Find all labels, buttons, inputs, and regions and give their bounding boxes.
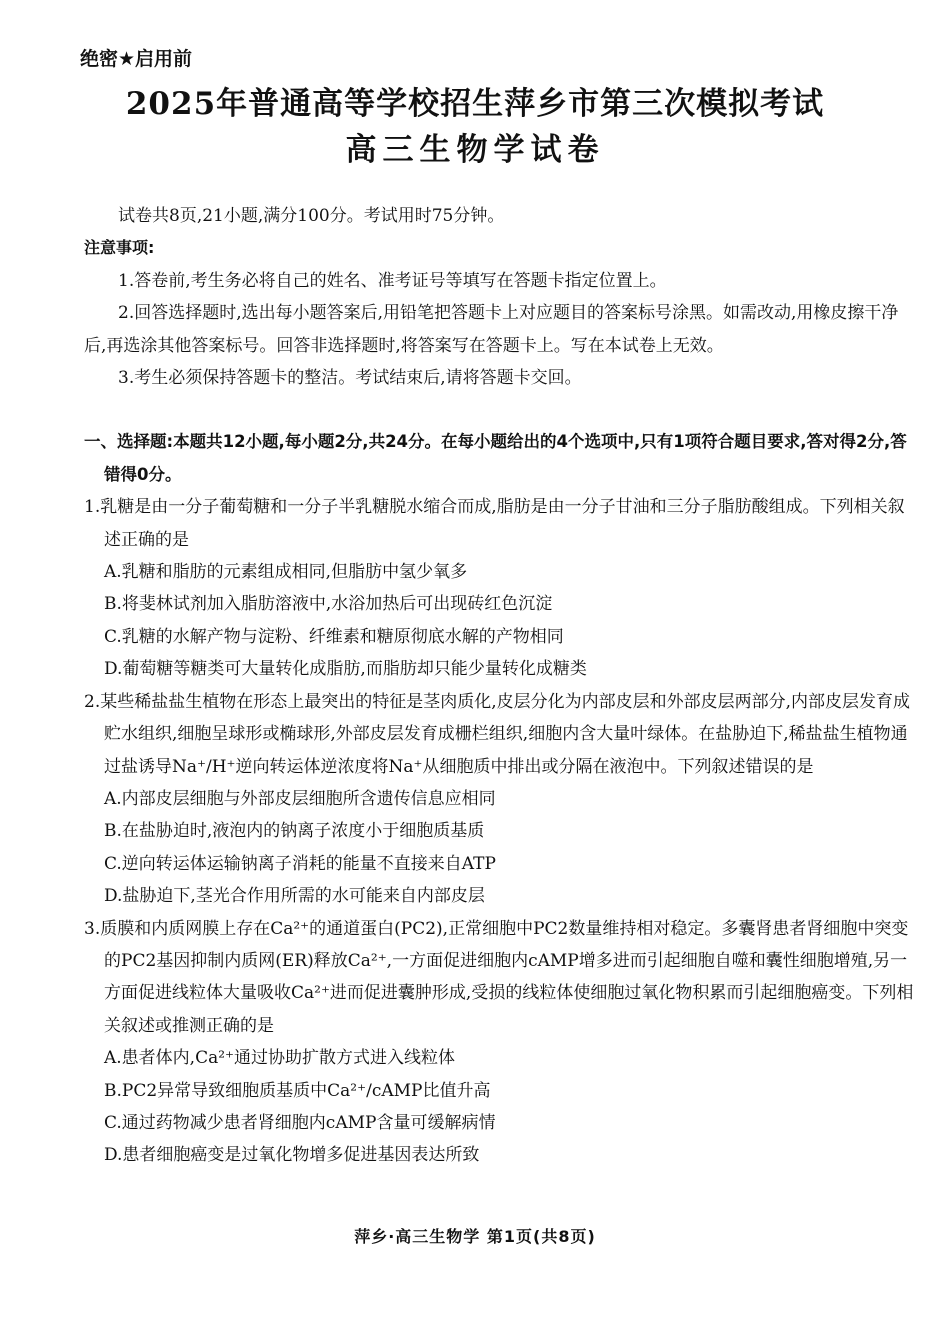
question-option: C.通过药物减少患者肾细胞内cAMP含量可缓解病情 [104, 1112, 496, 1133]
question-option: C.逆向转运体运输钠离子消耗的能量不直接来自ATP [104, 853, 496, 874]
question-option: B.PC2异常导致细胞质基质中Ca²⁺/cAMP比值升高 [104, 1080, 491, 1101]
page-footer: 萍乡·高三生物学 第1页(共8页) [354, 1227, 596, 1246]
question-stem: 2.某些稀盐盐生植物在形态上最突出的特征是茎肉质化,皮层分化为内部皮层和外部皮层两部分,内部皮层发育成贮水组织,细胞呈球形或椭球形,外部皮层发育成栅栏组织,细胞内含大量叶绿体。在盐胁迫下,稀盐盐生植物通过盐诱导Na⁺/H⁺逆向转运体逆浓度将Na⁺从细胞质中排出或分隔在液泡中。下列叙述错误的是 [84, 691, 911, 777]
paper-subtitle: 高三生物学试卷 [345, 132, 605, 168]
confidential-mark: 绝密★启用前 [80, 48, 193, 70]
question-stem: 1.乳糖是由一分子葡萄糖和一分子半乳糖脱水缩合而成,脂肪是由一分子甘油和三分子脂肪酸组成。下列相关叙述正确的是 [84, 497, 905, 550]
question-option: D.患者细胞癌变是过氧化物增多促进基因表达所致 [104, 1145, 480, 1166]
question-option: A.内部皮层细胞与外部皮层细胞所含遗传信息应相同 [104, 788, 496, 809]
exam-title: 2025年普通高等学校招生萍乡市第三次模拟考试 [125, 86, 825, 122]
question-option: B.将斐林试剂加入脂肪溶液中,水浴加热后可出现砖红色沉淀 [104, 594, 553, 615]
question-stem: 3.质膜和内质网膜上存在Ca²⁺的通道蛋白(PC2),正常细胞中PC2数量维持相对稳定。多囊肾患者肾细胞中突变的PC2基因抑制内质网(ER)释放Ca²⁺,一方面促进细胞内cAMP增多进而引起细胞自噬和囊性细胞增殖,另一方面促进线粒体大量吸收Ca²⁺进而促进囊肿形成,受损的线粒体使细胞过氧化物积累而引起细胞癌变。下列相关叙述或推测正确的是 [84, 918, 914, 1036]
question-option: D.盐胁迫下,茎光合作用所需的水可能来自内部皮层 [104, 886, 485, 907]
question-option: A.乳糖和脂肪的元素组成相同,但脂肪中氢少氧多 [104, 562, 468, 583]
question-option: B.在盐胁迫时,液泡内的钠离子浓度小于细胞质基质 [104, 821, 485, 842]
section-heading: 一、选择题:本题共12小题,每小题2分,共24分。在每小题给出的4个选项中,只有1项符合题目要求,答对得2分,答错得0分。 [84, 432, 907, 484]
exam-intro: 试卷共8页,21小题,满分100分。考试用时75分钟。 [118, 206, 505, 226]
notice-item: 1.答卷前,考生务必将自己的姓名、准考证号等填写在答题卡指定位置上。 [118, 270, 667, 291]
question-option: A.患者体内,Ca²⁺通过协助扩散方式进入线粒体 [104, 1048, 456, 1069]
question-option: C.乳糖的水解产物与淀粉、纤维素和糖原彻底水解的产物相同 [104, 626, 564, 647]
exam-body [84, 200, 920, 1172]
notice-item: 2.回答选择题时,选出每小题答案后,用铅笔把答题卡上对应题目的答案标号涂黑。如需改动,用橡皮擦干净后,再选涂其他答案标号。回答非选择题时,将答案写在答题卡上。写在本试卷上无效。 [84, 303, 899, 356]
notice-heading: 注意事项: [84, 238, 155, 258]
notice-item: 3.考生必须保持答题卡的整洁。考试结束后,请将答题卡交回。 [118, 368, 582, 389]
question-option: D.葡萄糖等糖类可大量转化成脂肪,而脂肪却只能少量转化成糖类 [104, 659, 587, 680]
